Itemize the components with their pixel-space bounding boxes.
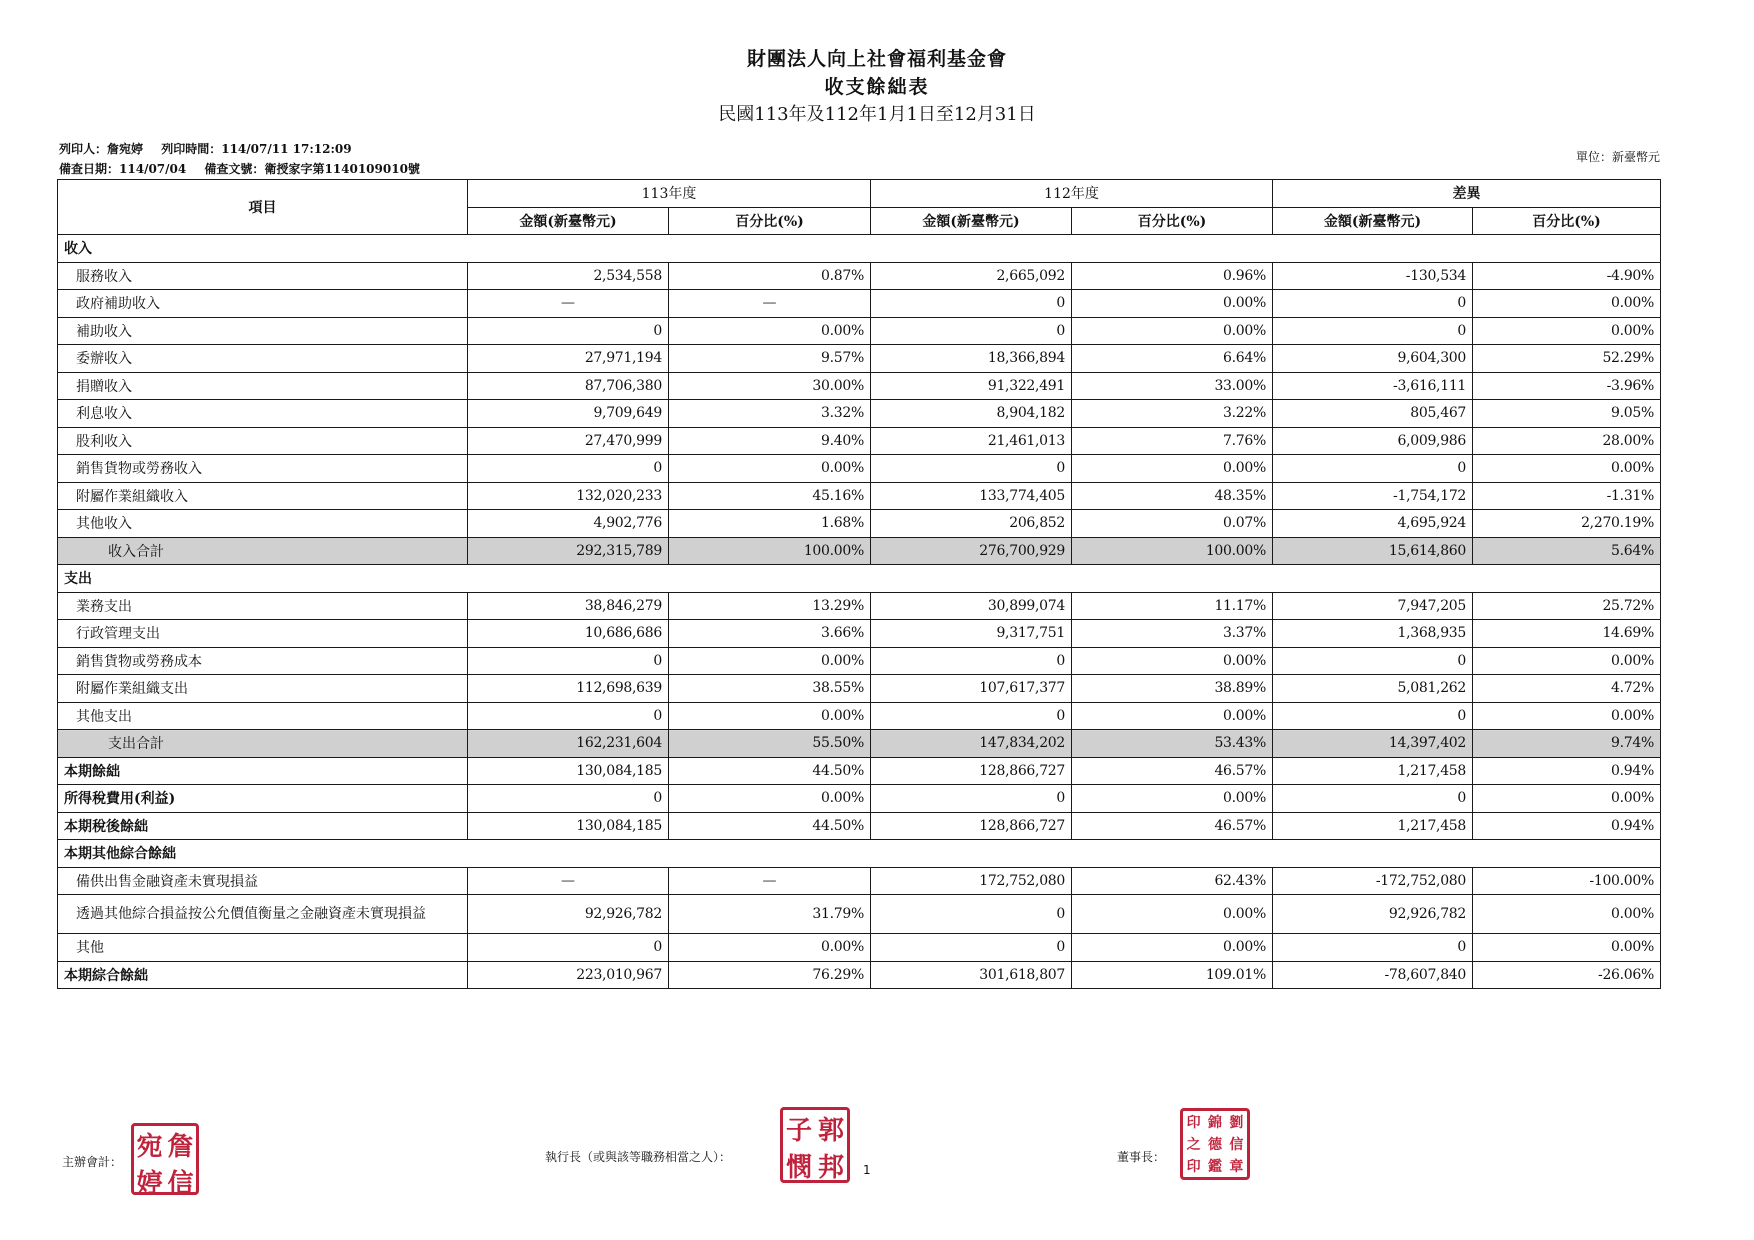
cell-pct-112: 0.96%: [1072, 262, 1273, 290]
row-label: 服務收入: [58, 262, 468, 290]
cell-amount-diff: 0: [1273, 317, 1473, 345]
pct-header-112: 百分比(%): [1072, 207, 1273, 235]
ceo-label: 執行長（或與該等職務相當之人）：: [545, 1150, 732, 1164]
cell-amount-diff: -3,616,111: [1273, 372, 1473, 400]
cell-amount-diff: 805,467: [1273, 400, 1473, 428]
cell-pct-113: 0.00%: [669, 702, 871, 730]
cell-amount-112: 0: [871, 317, 1072, 345]
cell-pct-113: 30.00%: [669, 372, 871, 400]
row-label: 所得稅費用(利益): [58, 785, 468, 813]
accountant-label: 主辦會計：: [62, 1155, 123, 1169]
item-header: 項目: [58, 180, 468, 235]
cell-pct-113: 55.50%: [669, 730, 871, 758]
cell-amount-diff: 6,009,986: [1273, 427, 1473, 455]
cell-amount-diff: 9,604,300: [1273, 345, 1473, 373]
cell-amount-diff: 7,947,205: [1273, 592, 1473, 620]
cell-amount-112: 21,461,013: [871, 427, 1072, 455]
table-row: [58, 317, 1661, 345]
table-row: [58, 482, 1661, 510]
cell-amount-112: 0: [871, 290, 1072, 318]
seal-glyph: 婷: [136, 1169, 163, 1199]
cell-amount-113: —: [468, 867, 669, 895]
cell-amount-113: 27,971,194: [468, 345, 669, 373]
cell-pct-112: 109.01%: [1072, 961, 1273, 989]
cell-amount-112: 0: [871, 647, 1072, 675]
total-row: [58, 537, 1661, 565]
seal-glyph: 邦: [817, 1153, 844, 1183]
print-info: [59, 140, 366, 157]
cell-amount-113: 38,846,279: [468, 592, 669, 620]
cell-pct-diff: 0.00%: [1473, 895, 1661, 934]
group-header-112: 112年度: [871, 180, 1273, 208]
seal-glyph: 子: [785, 1116, 812, 1146]
cell-pct-112: 0.00%: [1072, 317, 1273, 345]
cell-pct-112: 46.57%: [1072, 812, 1273, 840]
seal-glyph: 憫: [785, 1153, 812, 1183]
cell-pct-113: 9.40%: [669, 427, 871, 455]
cell-pct-113: 13.29%: [669, 592, 871, 620]
cell-pct-113: —: [669, 867, 871, 895]
cell-amount-113: 0: [468, 317, 669, 345]
seal-glyph: 信: [1229, 1137, 1244, 1153]
cell-amount-diff: 1,217,458: [1273, 812, 1473, 840]
table-row: [58, 427, 1661, 455]
cell-pct-113: 76.29%: [669, 961, 871, 989]
cell-pct-diff: 14.69%: [1473, 620, 1661, 648]
cell-amount-112: 0: [871, 895, 1072, 934]
seal-glyph: 章: [1229, 1159, 1244, 1175]
cell-pct-112: 3.22%: [1072, 400, 1273, 428]
cell-pct-diff: 0.00%: [1473, 934, 1661, 962]
cell-pct-112: 53.43%: [1072, 730, 1273, 758]
row-label: 其他支出: [58, 702, 468, 730]
cell-amount-diff: 0: [1273, 455, 1473, 483]
cell-pct-diff: -4.90%: [1473, 262, 1661, 290]
ceo-seal: [780, 1107, 850, 1183]
cell-amount-112: 172,752,080: [871, 867, 1072, 895]
cell-amount-112: 107,617,377: [871, 675, 1072, 703]
table-row: [58, 785, 1661, 813]
cell-pct-diff: -1.31%: [1473, 482, 1661, 510]
printer-name: 詹宛婷: [107, 142, 144, 156]
table-row: [58, 812, 1661, 840]
cell-amount-112: 91,322,491: [871, 372, 1072, 400]
seal-glyph: 劉: [1229, 1115, 1244, 1131]
seal-glyph: 郭: [817, 1116, 844, 1146]
cell-amount-112: 9,317,751: [871, 620, 1072, 648]
cell-amount-113: 132,020,233: [468, 482, 669, 510]
cell-amount-113: 0: [468, 455, 669, 483]
cell-pct-diff: -26.06%: [1473, 961, 1661, 989]
cell-pct-112: 6.64%: [1072, 345, 1273, 373]
cell-amount-112: 128,866,727: [871, 757, 1072, 785]
row-label: 透過其他綜合損益按公允價值衡量之金融資產未實現損益: [58, 895, 468, 934]
cell-pct-113: 0.87%: [669, 262, 871, 290]
table-row: [58, 934, 1661, 962]
cell-pct-diff: 52.29%: [1473, 345, 1661, 373]
cell-pct-112: 0.00%: [1072, 934, 1273, 962]
cell-pct-diff: 0.94%: [1473, 757, 1661, 785]
cell-pct-112: 7.76%: [1072, 427, 1273, 455]
cell-amount-112: 0: [871, 455, 1072, 483]
row-label: 附屬作業組織支出: [58, 675, 468, 703]
cell-pct-112: 38.89%: [1072, 675, 1273, 703]
seal-glyph: 信: [167, 1169, 194, 1199]
seal-glyph: 錦: [1207, 1115, 1222, 1131]
page-number: 1: [863, 1163, 871, 1177]
table-row: [58, 757, 1661, 785]
cell-amount-113: 0: [468, 934, 669, 962]
amount-header-112: 金額(新臺幣元): [871, 207, 1072, 235]
cell-amount-112: 8,904,182: [871, 400, 1072, 428]
cell-amount-113: 87,706,380: [468, 372, 669, 400]
row-label: 利息收入: [58, 400, 468, 428]
row-label: 銷售貨物或勞務收入: [58, 455, 468, 483]
cell-pct-diff: 9.05%: [1473, 400, 1661, 428]
table-row: [58, 702, 1661, 730]
cell-pct-113: 3.66%: [669, 620, 871, 648]
pct-header-diff: 百分比(%): [1473, 207, 1661, 235]
table-row: [58, 620, 1661, 648]
section-label: 本期其他綜合餘絀: [58, 840, 1661, 868]
cell-pct-112: 3.37%: [1072, 620, 1273, 648]
cell-pct-112: 33.00%: [1072, 372, 1273, 400]
cell-amount-diff: 1,368,935: [1273, 620, 1473, 648]
cell-amount-diff: 0: [1273, 647, 1473, 675]
seal-glyph: 詹: [167, 1132, 194, 1162]
cell-amount-113: 292,315,789: [468, 537, 669, 565]
cell-amount-diff: 1,217,458: [1273, 757, 1473, 785]
cell-amount-diff: 15,614,860: [1273, 537, 1473, 565]
cell-pct-diff: 25.72%: [1473, 592, 1661, 620]
cell-amount-112: 147,834,202: [871, 730, 1072, 758]
row-label: 支出合計: [58, 730, 468, 758]
cell-amount-112: 133,774,405: [871, 482, 1072, 510]
row-label: 附屬作業組織收入: [58, 482, 468, 510]
cell-pct-112: 0.00%: [1072, 290, 1273, 318]
cell-amount-diff: 0: [1273, 785, 1473, 813]
cell-pct-diff: 5.64%: [1473, 537, 1661, 565]
row-label: 本期稅後餘絀: [58, 812, 468, 840]
table-row: [58, 262, 1661, 290]
table-row: [58, 372, 1661, 400]
cell-pct-diff: -100.00%: [1473, 867, 1661, 895]
cell-pct-112: 11.17%: [1072, 592, 1273, 620]
cell-pct-diff: 0.00%: [1473, 702, 1661, 730]
row-label: 其他收入: [58, 510, 468, 538]
cell-pct-113: 0.00%: [669, 785, 871, 813]
cell-amount-112: 30,899,074: [871, 592, 1072, 620]
table-row: [58, 961, 1661, 989]
cell-amount-112: 301,618,807: [871, 961, 1072, 989]
cell-pct-diff: 0.00%: [1473, 455, 1661, 483]
cell-amount-113: 130,084,185: [468, 812, 669, 840]
row-label: 政府補助收入: [58, 290, 468, 318]
row-label: 行政管理支出: [58, 620, 468, 648]
cell-pct-diff: -3.96%: [1473, 372, 1661, 400]
report-title: 收支餘絀表: [824, 76, 930, 98]
cell-pct-113: —: [669, 290, 871, 318]
table-row: [58, 592, 1661, 620]
organization-title: 財團法人向上社會福利基金會: [746, 48, 1007, 70]
group-header-113: 113年度: [468, 180, 871, 208]
cell-pct-diff: 9.74%: [1473, 730, 1661, 758]
cell-amount-113: 92,926,782: [468, 895, 669, 934]
seal-glyph: 德: [1207, 1137, 1222, 1153]
cell-amount-diff: 92,926,782: [1273, 895, 1473, 934]
cell-pct-113: 38.55%: [669, 675, 871, 703]
cell-amount-112: 0: [871, 702, 1072, 730]
cell-pct-diff: 2,270.19%: [1473, 510, 1661, 538]
cell-pct-diff: 0.00%: [1473, 785, 1661, 813]
table-row: [58, 510, 1661, 538]
cell-amount-112: 0: [871, 934, 1072, 962]
currency-unit: 單位：新臺幣元: [1575, 150, 1660, 164]
section-label: 收入: [58, 235, 1661, 263]
amount-header-diff: 金額(新臺幣元): [1273, 207, 1473, 235]
cell-pct-112: 48.35%: [1072, 482, 1273, 510]
row-label: 備供出售金融資產未實現損益: [58, 867, 468, 895]
row-label: 銷售貨物或勞務成本: [58, 647, 468, 675]
cell-amount-diff: 14,397,402: [1273, 730, 1473, 758]
table-row: [58, 647, 1661, 675]
cell-amount-112: 0: [871, 785, 1072, 813]
row-label: 本期餘絀: [58, 757, 468, 785]
cell-amount-diff: 0: [1273, 934, 1473, 962]
cell-amount-diff: 0: [1273, 290, 1473, 318]
cell-amount-diff: -78,607,840: [1273, 961, 1473, 989]
cell-amount-113: 10,686,686: [468, 620, 669, 648]
cell-pct-112: 0.00%: [1072, 785, 1273, 813]
seal-glyph: 印: [1186, 1159, 1201, 1175]
section-row: [58, 565, 1661, 593]
cell-amount-112: 128,866,727: [871, 812, 1072, 840]
seal-glyph: 宛: [136, 1132, 163, 1162]
cell-amount-113: 130,084,185: [468, 757, 669, 785]
cell-amount-113: —: [468, 290, 669, 318]
cell-amount-113: 0: [468, 702, 669, 730]
cell-pct-112: 0.00%: [1072, 455, 1273, 483]
cell-pct-113: 100.00%: [669, 537, 871, 565]
filing-doc-number: 衛授家字第1140109010號: [264, 162, 420, 176]
filing-date-label: 備查日期：: [59, 162, 120, 176]
cell-pct-112: 46.57%: [1072, 757, 1273, 785]
cell-amount-diff: -172,752,080: [1273, 867, 1473, 895]
seal-glyph: 印: [1186, 1115, 1201, 1131]
row-label: 收入合計: [58, 537, 468, 565]
table-row: [58, 867, 1661, 895]
row-label: 補助收入: [58, 317, 468, 345]
cell-pct-112: 100.00%: [1072, 537, 1273, 565]
cell-pct-112: 62.43%: [1072, 867, 1273, 895]
row-label: 委辦收入: [58, 345, 468, 373]
cell-amount-diff: 0: [1273, 702, 1473, 730]
cell-amount-113: 0: [468, 785, 669, 813]
section-row: [58, 840, 1661, 868]
row-label: 股利收入: [58, 427, 468, 455]
cell-amount-diff: -1,754,172: [1273, 482, 1473, 510]
pct-header-113: 百分比(%): [669, 207, 871, 235]
seal-glyph: 之: [1186, 1137, 1201, 1153]
cell-pct-112: 0.07%: [1072, 510, 1273, 538]
cell-amount-113: 112,698,639: [468, 675, 669, 703]
print-time-label: 列印時間：: [161, 142, 222, 156]
cell-pct-112: 0.00%: [1072, 895, 1273, 934]
cell-pct-113: 31.79%: [669, 895, 871, 934]
print-time: 114/07/11 17:12:09: [221, 142, 352, 156]
amount-header-113: 金額(新臺幣元): [468, 207, 669, 235]
row-label: 本期綜合餘絀: [58, 961, 468, 989]
cell-pct-113: 1.68%: [669, 510, 871, 538]
cell-pct-113: 3.32%: [669, 400, 871, 428]
row-label: 捐贈收入: [58, 372, 468, 400]
cell-amount-diff: -130,534: [1273, 262, 1473, 290]
seal-glyph: 鑑: [1207, 1159, 1222, 1175]
report-period: 民國113年及112年1月1日至12月31日: [718, 104, 1036, 125]
cell-pct-113: 0.00%: [669, 317, 871, 345]
table-row: [58, 675, 1661, 703]
cell-amount-112: 18,366,894: [871, 345, 1072, 373]
cell-amount-113: 27,470,999: [468, 427, 669, 455]
total-row: [58, 730, 1661, 758]
row-label: 業務支出: [58, 592, 468, 620]
chairman-label: 董事長：: [1117, 1150, 1166, 1164]
cell-pct-diff: 0.94%: [1473, 812, 1661, 840]
cell-amount-112: 206,852: [871, 510, 1072, 538]
cell-amount-113: 2,534,558: [468, 262, 669, 290]
cell-amount-diff: 4,695,924: [1273, 510, 1473, 538]
cell-amount-diff: 5,081,262: [1273, 675, 1473, 703]
cell-pct-113: 44.50%: [669, 757, 871, 785]
section-label: 支出: [58, 565, 1661, 593]
table-row: [58, 290, 1661, 318]
group-header-diff: 差異: [1273, 180, 1661, 208]
cell-amount-113: 162,231,604: [468, 730, 669, 758]
table-row: [58, 400, 1661, 428]
cell-pct-diff: 28.00%: [1473, 427, 1661, 455]
cell-amount-113: 223,010,967: [468, 961, 669, 989]
cell-pct-112: 0.00%: [1072, 647, 1273, 675]
cell-amount-113: 4,902,776: [468, 510, 669, 538]
table-row: [58, 455, 1661, 483]
table-body: [58, 235, 1661, 989]
cell-pct-112: 0.00%: [1072, 702, 1273, 730]
cell-pct-diff: 0.00%: [1473, 290, 1661, 318]
cell-pct-113: 45.16%: [669, 482, 871, 510]
cell-amount-112: 276,700,929: [871, 537, 1072, 565]
filing-info: [59, 160, 434, 177]
cell-pct-113: 9.57%: [669, 345, 871, 373]
filing-date: 114/07/04: [119, 162, 187, 176]
row-label: 其他: [58, 934, 468, 962]
cell-pct-diff: 4.72%: [1473, 675, 1661, 703]
filing-doc-label: 備查文號：: [204, 162, 265, 176]
table-row: [58, 345, 1661, 373]
cell-pct-diff: 0.00%: [1473, 647, 1661, 675]
cell-pct-113: 0.00%: [669, 647, 871, 675]
cell-amount-113: 9,709,649: [468, 400, 669, 428]
cell-pct-113: 0.00%: [669, 934, 871, 962]
cell-pct-113: 0.00%: [669, 455, 871, 483]
cell-amount-112: 2,665,092: [871, 262, 1072, 290]
cell-amount-113: 0: [468, 647, 669, 675]
chairman-seal: [1180, 1108, 1250, 1180]
cell-pct-diff: 0.00%: [1473, 317, 1661, 345]
table-row: [58, 895, 1661, 934]
income-statement-table: [57, 179, 1661, 989]
accountant-seal: [131, 1123, 199, 1199]
cell-pct-113: 44.50%: [669, 812, 871, 840]
section-row: [58, 235, 1661, 263]
printer-label: 列印人：: [59, 142, 108, 156]
